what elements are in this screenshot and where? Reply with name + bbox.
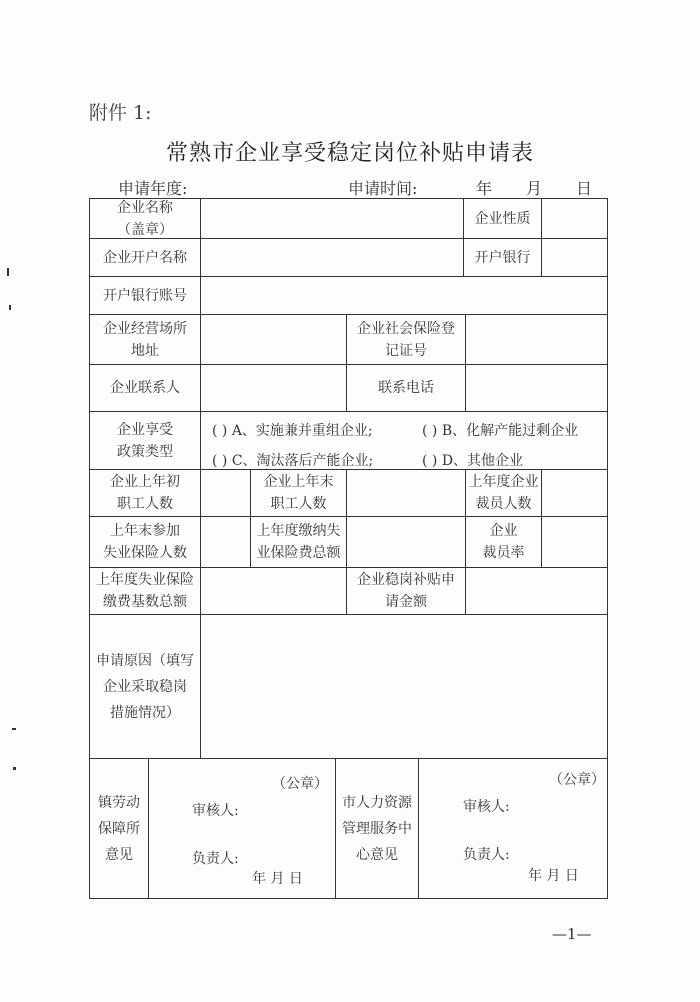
header-year: 年 — [476, 179, 493, 198]
address-field[interactable] — [201, 315, 346, 364]
attachment-label: 附件 1: — [89, 102, 152, 124]
header-month: 月 — [526, 179, 543, 198]
header-day: 日 — [576, 179, 593, 198]
premium-base-label: 上年度失业保险 缴费基数总额 — [96, 572, 194, 610]
company-name-label: 企业名称 （盖章） — [117, 199, 173, 238]
staff-end-field[interactable] — [347, 470, 465, 516]
scan-mark — [13, 767, 16, 770]
scan-mark — [12, 728, 16, 730]
town-opinion-label: 镇劳动 保障所 意见 — [98, 794, 140, 863]
company-type-label: 企业性质 — [474, 210, 531, 227]
company-name-field[interactable] — [201, 199, 463, 238]
premium-total-label: 上年度缴纳失 业保险费总额 — [256, 523, 341, 561]
town-seal: （公章） — [272, 776, 328, 792]
application-year-label: 申请年度: — [118, 179, 188, 198]
policy-type-label: 企业享受 政策类型 — [117, 421, 173, 460]
insured-label: 上年末参加 失业保险人数 — [103, 523, 187, 561]
social-insurance-no-label: 企业社会保险登 记证号 — [357, 320, 455, 359]
form-title: 常熟市企业享受稳定岗位补贴申请表 — [165, 141, 534, 166]
account-name-field[interactable] — [201, 239, 463, 276]
reason-label: 申请原因（填写 企业采取稳岗 措施情况） — [96, 652, 194, 721]
staff-end-label: 企业上年末 职工人数 — [263, 474, 334, 512]
policy-option-b[interactable]: ( ) B、化解产能过剩企业 — [422, 423, 579, 439]
subsidy-amount-label: 企业稳岗补贴申 请金额 — [357, 572, 455, 610]
phone-label: 联系电话 — [378, 380, 434, 396]
contact-label: 企业联系人 — [110, 380, 180, 396]
center-seal: （公章） — [549, 772, 605, 788]
scan-mark — [7, 268, 9, 276]
policy-option-a[interactable]: ( ) A、实施兼并重组企业; — [212, 423, 373, 439]
account-name-label: 企业开户名称 — [103, 249, 187, 266]
staff-start-label: 企业上年初 职工人数 — [110, 474, 180, 512]
center-date: 年 月 日 — [528, 868, 579, 884]
town-date: 年 月 日 — [252, 871, 303, 887]
bank-label: 开户银行 — [474, 249, 531, 266]
center-opinion-label: 市人力资源 管理服务中 心意见 — [342, 794, 412, 863]
staff-start-field[interactable] — [201, 470, 250, 516]
center-reviewer-label: 审核人: — [463, 799, 510, 815]
insured-field[interactable] — [201, 517, 250, 567]
application-time-label: 申请时间: — [348, 179, 418, 198]
company-type-field[interactable] — [542, 199, 607, 238]
account-number-label: 开户银行账号 — [103, 287, 187, 304]
scan-mark — [9, 305, 11, 310]
layoffs-label: 上年度企业 裁员人数 — [468, 474, 539, 512]
reason-field[interactable] — [201, 615, 607, 758]
phone-field[interactable] — [466, 365, 607, 411]
layoff-rate-field[interactable] — [542, 517, 607, 567]
layoff-rate-label: 企业 裁员率 — [482, 523, 525, 561]
policy-option-d[interactable]: ( ) D、其他企业 — [422, 453, 524, 469]
bank-field[interactable] — [542, 239, 607, 276]
town-reviewer-label: 审核人: — [192, 803, 239, 819]
premium-total-field[interactable] — [347, 517, 465, 567]
address-label: 企业经营场所 地址 — [103, 320, 187, 359]
premium-base-field[interactable] — [201, 568, 346, 614]
center-responsible-label: 负责人: — [463, 847, 510, 863]
town-responsible-label: 负责人: — [192, 851, 239, 867]
contact-field[interactable] — [201, 365, 346, 411]
policy-option-c[interactable]: ( ) C、淘汰落后产能企业; — [212, 453, 374, 469]
page-number: —1— — [552, 925, 592, 943]
subsidy-amount-field[interactable] — [466, 568, 607, 614]
account-number-field[interactable] — [201, 277, 607, 314]
social-insurance-no-field[interactable] — [466, 315, 607, 364]
layoffs-field[interactable] — [542, 470, 607, 516]
